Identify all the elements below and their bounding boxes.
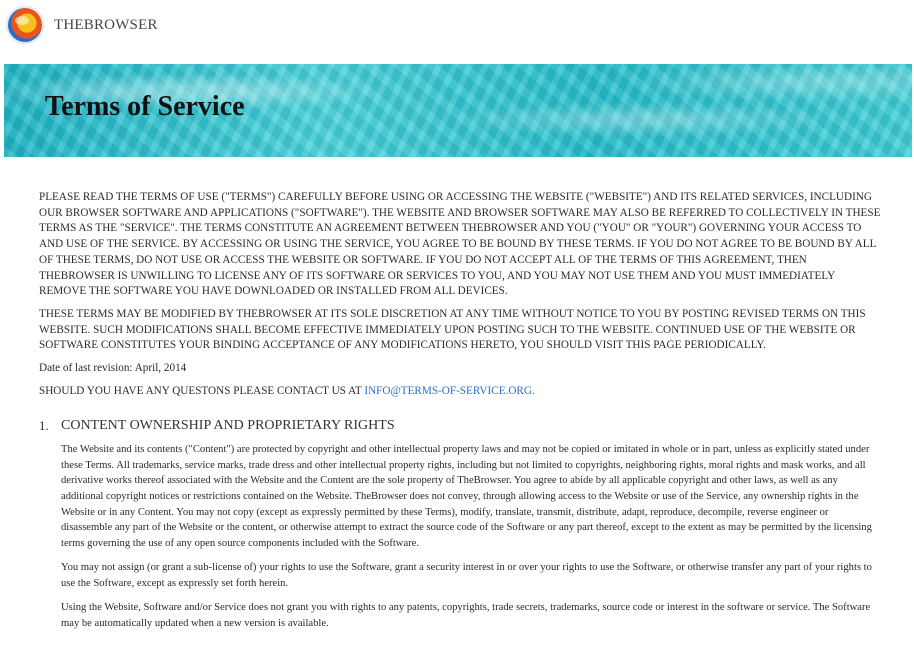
- section-title: CONTENT OWNERSHIP AND PROPRIETARY RIGHTS: [61, 418, 395, 434]
- page-title: Terms of Service: [45, 91, 245, 122]
- section-number: 1.: [39, 418, 49, 434]
- hero-banner: [4, 64, 912, 157]
- terms-content: [39, 190, 881, 641]
- intro-paragraph-1: PLEASE READ THE TERMS OF USE ("TERMS") CAREFULLY BEFORE USING OR ACCESSING THE WEBSITE ("WEBSITE") AND ITS RELATED SERVICES, INCLUDING OUR BROWSER SOFTWARE AND APPLICATIONS ("SOFTWARE"). THE WEBSITE AND BROWSER SOFTWARE MAY ALSO BE REFERRED TO COLLECTIVELY IN THESE TERMS AS THE "SERVICE". THE TERMS CONSTITUTE AN AGREEMENT BETWEEN THEBROWSER AND YOU ("YOU" OR "YOUR") GOVERNING YOUR ACCESS TO AND USE OF THE SERVICE. BY ACCESSING OR USING THE SERVICE, YOU AGREE TO BE BOUND BY THESE TERMS. IF YOU DO NOT AGREE TO BE BOUND BY ALL OF THESE TERMS, DO NOT USE OR ACCESS THE WEBSITE OR SOFTWARE. IF YOU DO NOT ACCEPT ALL OF THE TERMS OF THIS AGREEMENT, THEN THEBROWSER IS UNWILLING TO LICENSE ANY OF ITS SOFTWARE OR SERVICES TO YOU, AND YOU MAY NOT USE THEM AND YOU MUST IMMEDIATELY REMOVE THE SOFTWARE YOU HAVE DOWNLOADED OR INSTALLED FROM ALL DEVICES.: [39, 191, 881, 298]
- site-header: [0, 0, 914, 58]
- revision-date: Date of last revision: April, 2014: [39, 362, 187, 375]
- thebrowser-logo-icon[interactable]: [6, 6, 44, 44]
- section-paragraph-1: The Website and its contents ("Content") are protected by copyright and other intellectual property laws and may not be copied or imitated in whole or in part, unless as explicitly stated under these Terms. All trademarks, service marks, trade dress and other intellectual property rights, including but not limited to copyrights, neighboring rights, moral rights and mask works, and all derivative works thereof associated with the Website and the Content are the sole property of TheBrowser. You agree to abide by all applicable copyright and other laws, as well as any additional copyright notices or restrictions contained on the Website. TheBrowser does not convey, through allowing access to the Website or use of the Service, any ownership rights in the Website or in any Content. You may not copy (except as expressly permitted by these Terms), modify, translate, transmit, distribute, adapt, reproduce, decompile, reverse engineer or disassemble any part of the Website or the content, or otherwise attempt to extract the source code of the Software or any part thereof, except to the extent as may be permitted by the licensing terms governing the use of any open source components included with the Software.: [61, 444, 872, 549]
- contact-prefix: SHOULD YOU HAVE ANY QUESTONS PLEASE CONTACT US AT: [39, 384, 365, 397]
- intro-paragraph-2: THESE TERMS MAY BE MODIFIED BY THEBROWSER AT ITS SOLE DISCRETION AT ANY TIME WITHOUT NOTICE TO YOU BY POSTING REVISED TERMS ON THIS WEBSITE. SUCH MODIFICATIONS SHALL BECOME EFFECTIVE IMMEDIATELY UPON POSTING SUCH TO THE WEBSITE. CONTINUED USE OF THE WEBSITE OR SOFTWARE CONSTITUTES YOUR BINDING ACCEPTANCE OF ANY MODIFICATIONS HERETO, YOU SHOULD VISIT THIS PAGE PERIODICALLY.: [39, 307, 866, 352]
- brand-name[interactable]: THEBROWSER: [54, 17, 158, 33]
- section-content-ownership: [39, 418, 881, 631]
- section-paragraph-2: You may not assign (or grant a sub-license of) your rights to use the Software, grant a security interest in or over your rights to use the Software, or otherwise transfer any part of your rights to use the Software, except as expressly set forth herein.: [61, 562, 872, 589]
- section-heading: [39, 418, 881, 434]
- contact-line: [39, 384, 881, 400]
- section-paragraph-3: Using the Website, Software and/or Service does not grant you with rights to any patents, copyrights, trade secrets, trademarks, source code or interest in the software or service. The Software may be automatically updated when a new version is available.: [61, 602, 871, 630]
- contact-email-link[interactable]: INFO@TERMS-OF-SERVICE.ORG.: [364, 384, 535, 397]
